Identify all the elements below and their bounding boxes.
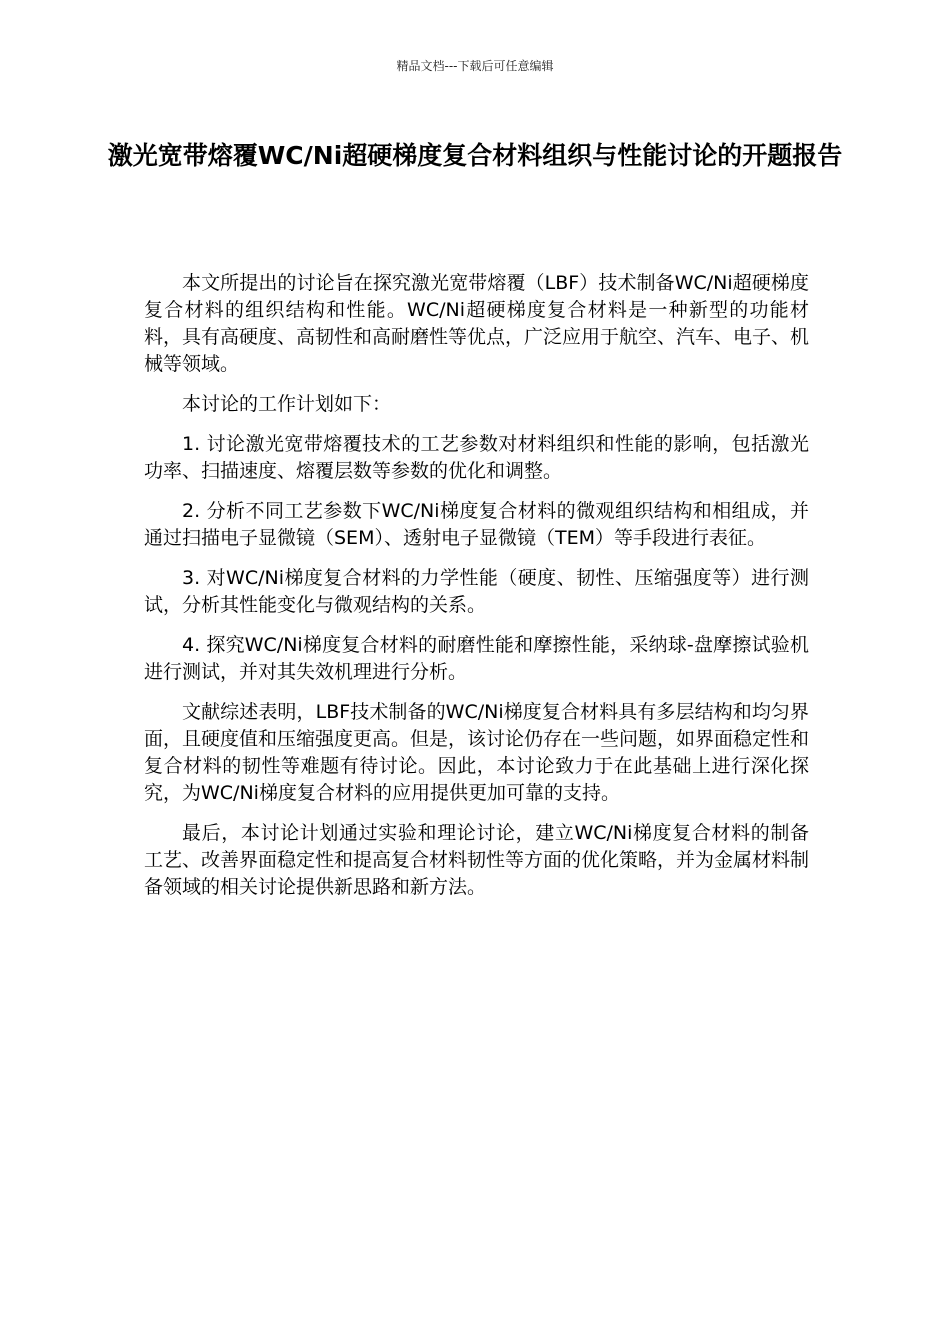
paragraph-conclusion: 最后，本讨论计划通过实验和理论讨论，建立WC/Ni梯度复合材料的制备工艺、改善界面稳定性和提高复合材料韧性等方面的优化策略，并为金属材料制备领域的相关讨论提供新思路和新方法。 [144, 822, 810, 898]
header-note: 精品文档---下载后可任意编辑 [396, 59, 554, 73]
paragraph-intro: 本文所提出的讨论旨在探究激光宽带熔覆（LBF）技术制备WC/Ni超硬梯度复合材料的组织结构和性能。WC/Ni超硬梯度复合材料是一种新型的功能材料，具有高硬度、高韧性和高耐磨性等优点，广泛应用于航空、汽车、电子、机械等领域。 [144, 272, 810, 375]
paragraph-literature-review: 文献综述表明，LBF技术制备的WC/Ni梯度复合材料具有多层结构和均匀界面，且硬度值和压缩强度更高。但是，该讨论仍存在一些问题，如界面稳定性和复合材料的韧性等难题有待讨论。因此，本讨论致力于在此基础上进行深化探究，为WC/Ni梯度复合材料的应用提供更加可靠的支持。 [144, 701, 810, 804]
document-body [144, 270, 809, 914]
paragraph-plan-item-1: 1. 讨论激光宽带熔覆技术的工艺参数对材料组织和性能的影响，包括激光功率、扫描速度、熔覆层数等参数的优化和调整。 [144, 433, 809, 482]
document-title: 激光宽带熔覆WC/Ni超硬梯度复合材料组织与性能讨论的开题报告 [107, 141, 843, 170]
paragraph-plan-item-3: 3. 对WC/Ni梯度复合材料的力学性能（硬度、韧性、压缩强度等）进行测试，分析其性能变化与微观结构的关系。 [144, 567, 809, 616]
paragraph-plan-item-2: 2. 分析不同工艺参数下WC/Ni梯度复合材料的微观组织结构和相组成，并通过扫描电子显微镜（SEM）、透射电子显微镜（TEM）等手段进行表征。 [144, 500, 809, 549]
paragraph-plan-item-4: 4. 探究WC/Ni梯度复合材料的耐磨性能和摩擦性能，采纳球-盘摩擦试验机进行测试，并对其失效机理进行分析。 [144, 634, 809, 683]
paragraph-plan-heading: 本讨论的工作计划如下： [182, 393, 392, 415]
